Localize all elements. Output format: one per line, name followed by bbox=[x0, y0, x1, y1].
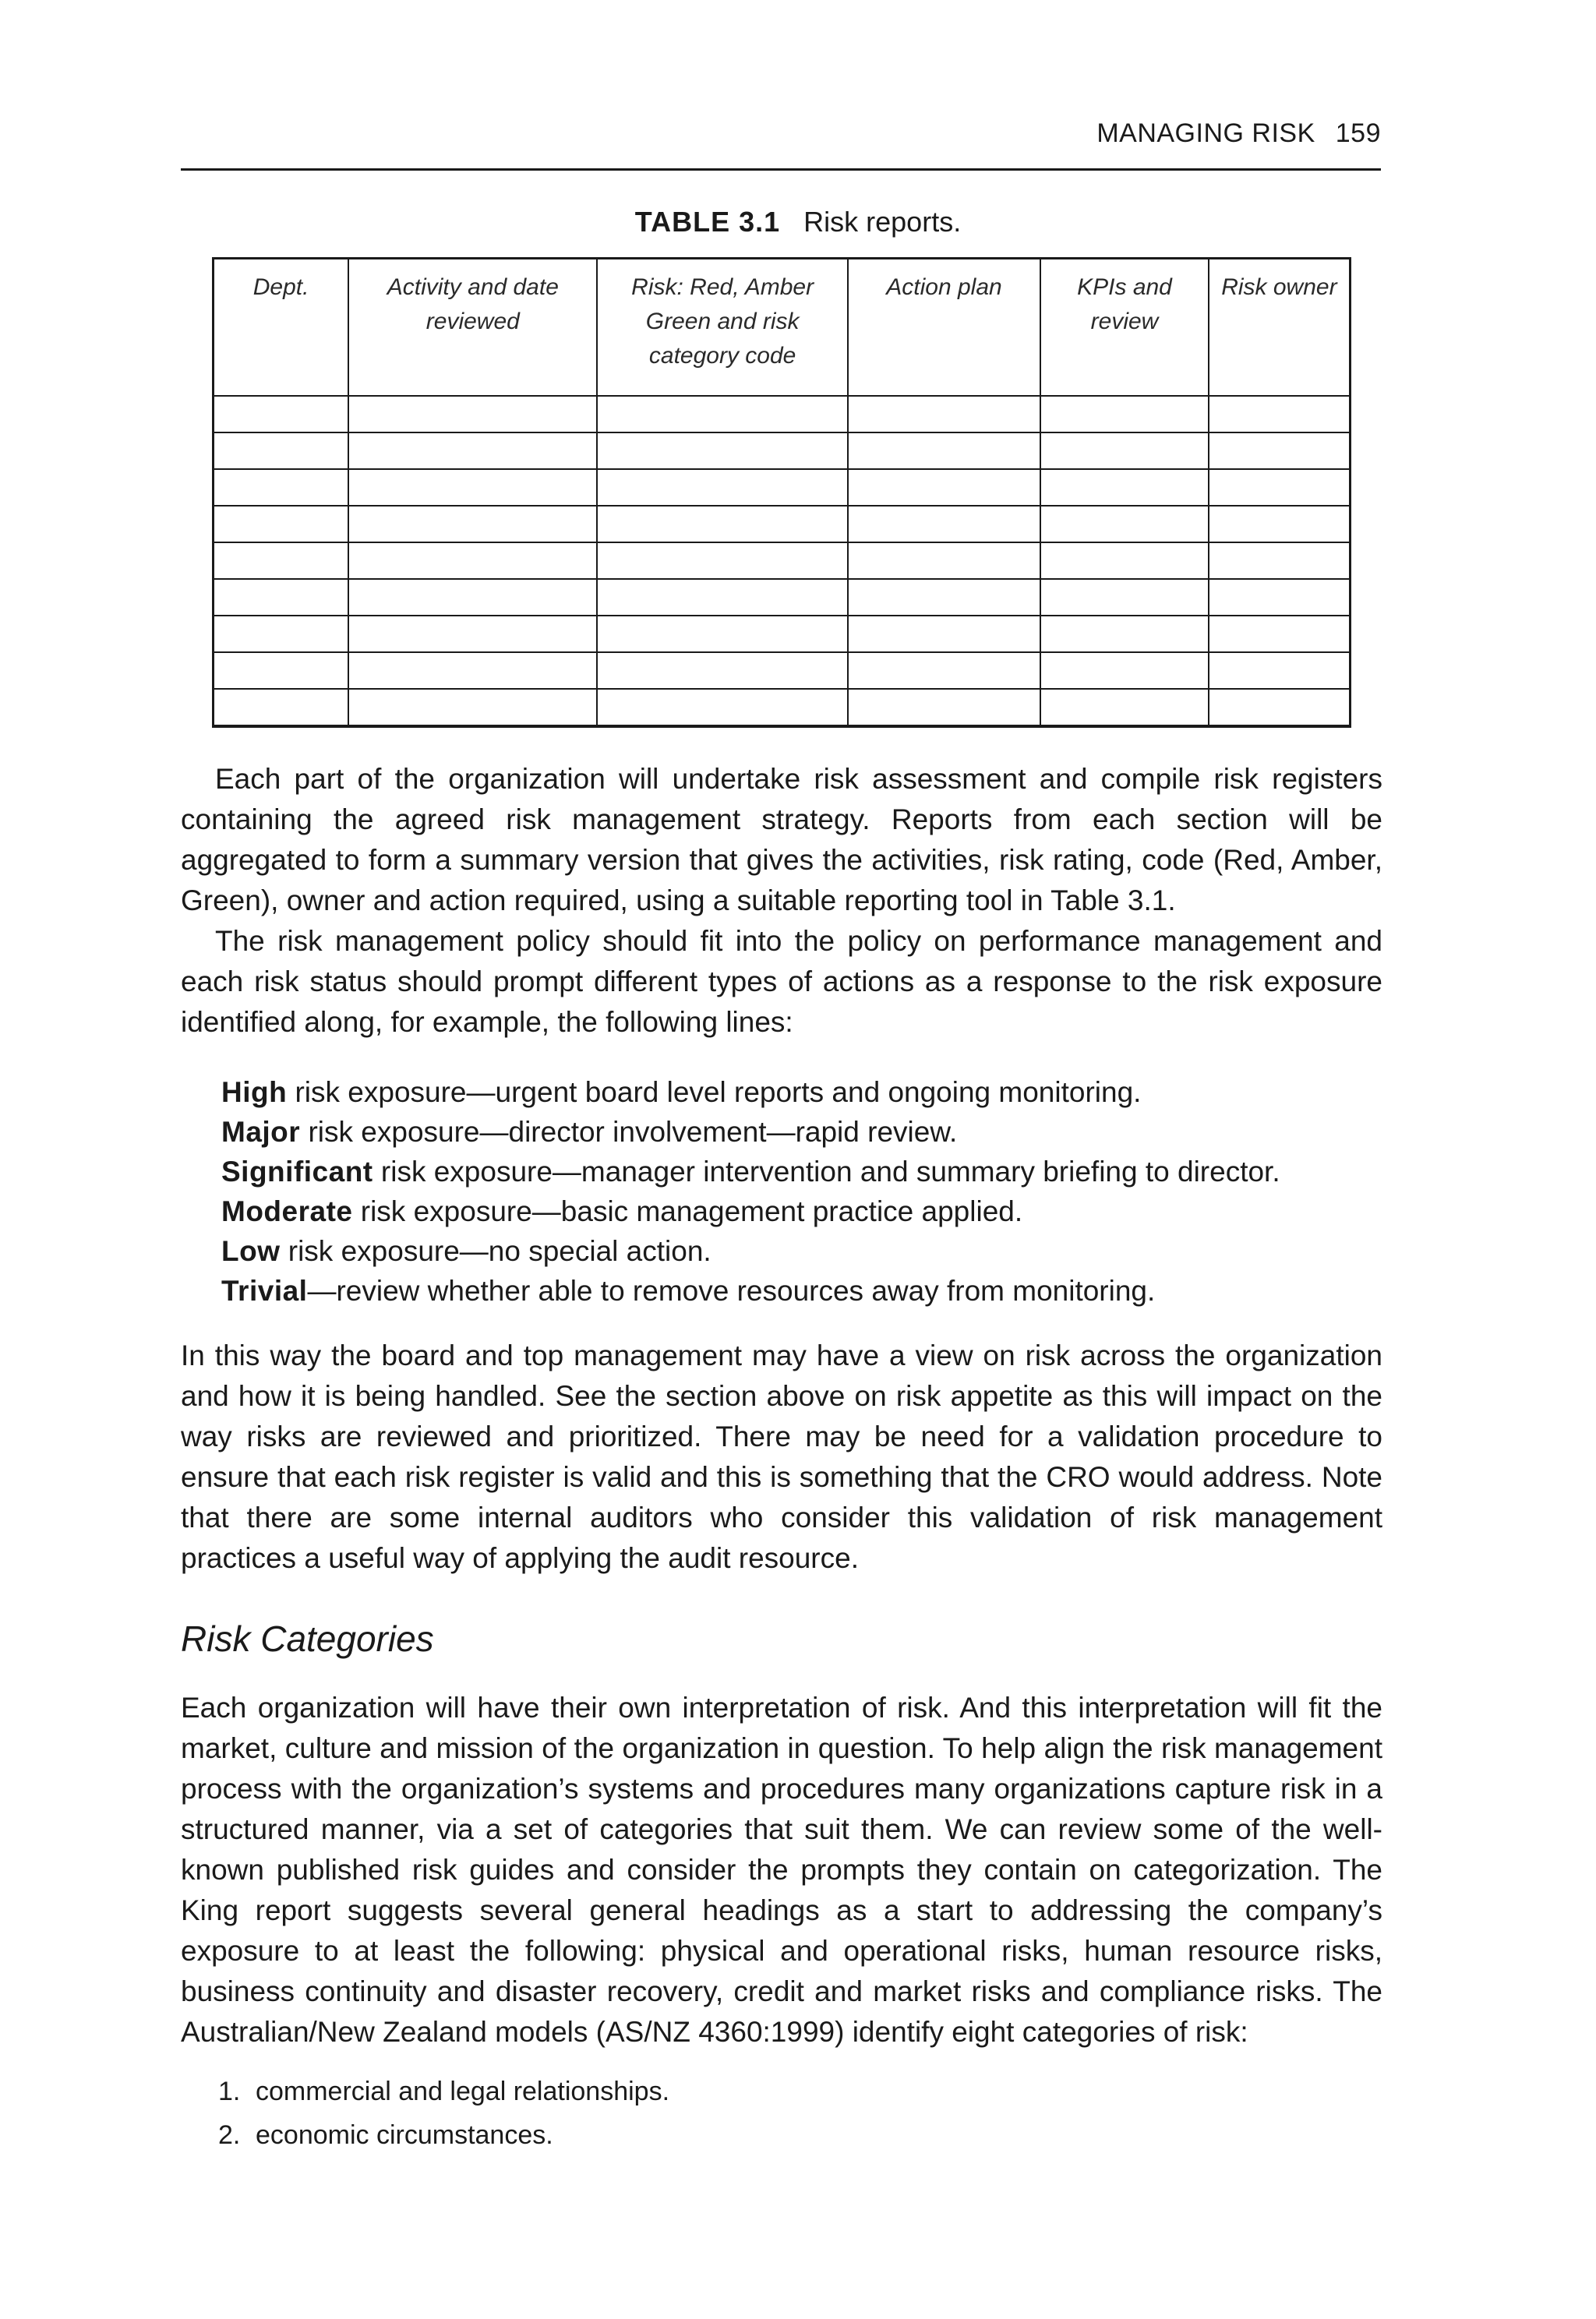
paragraph-risk-categories: Each organization will have their own interpretation of risk. And this interpretation will fit the market, culture and mission of the organization in question. To help align the risk management process with the organization’s systems and procedures many organizations capture risk in a structured manner, via a set of categories that suit them. We can review some of the well-known published risk guides and consider the prompts they contain on categorization. The King report suggests several general headings as a start to addressing the company’s exposure to at least the following: physical and operational risks, human resource risks, business continuity and disaster recovery, credit and market risks and compliance risks. The Australian/New Zealand models (AS/NZ 4360:1999) identify eight categories of risk: bbox=[181, 1692, 1382, 2048]
column-header-dept: Dept. bbox=[214, 259, 349, 397]
table-caption bbox=[0, 206, 1596, 238]
running-title: MANAGING RISK bbox=[1096, 118, 1315, 148]
table-header-row bbox=[214, 259, 1351, 397]
running-head bbox=[1096, 118, 1381, 149]
table-row bbox=[214, 616, 1351, 652]
table-row bbox=[214, 579, 1351, 616]
page-number: 159 bbox=[1335, 118, 1381, 148]
risk-categories-paragraph bbox=[181, 1688, 1382, 2053]
table-row bbox=[214, 542, 1351, 579]
column-header-action-plan: Action plan bbox=[848, 259, 1040, 397]
table-row bbox=[214, 652, 1351, 689]
table-row bbox=[214, 689, 1351, 726]
paragraph-board-view: In this way the board and top management may have a view on risk across the organization and how it is being handled. See the section above on risk appetite as this will impact on the way risks are reviewed and prioritized. There may be need for a validation procedure to ensure that each risk register is valid and this is something that the CRO would address. Note that there are some internal auditors who consider this validation of risk management practices a useful way of applying the audit resource. bbox=[181, 1340, 1382, 1574]
exposure-line-moderate: Moderate risk exposure—basic management practice applied. bbox=[221, 1195, 1023, 1227]
table-caption-label: TABLE 3.1 bbox=[634, 206, 781, 238]
table-row bbox=[214, 506, 1351, 542]
intro-paragraphs bbox=[181, 759, 1382, 1043]
category-list bbox=[218, 2070, 669, 2157]
list-item: 2. economic circumstances. bbox=[218, 2120, 553, 2150]
exposure-line-high: High risk exposure—urgent board level reports and ongoing monitoring. bbox=[221, 1076, 1142, 1108]
column-header-kpis: KPIs and review bbox=[1040, 259, 1209, 397]
exposure-line-significant: Significant risk exposure—manager intervention and summary briefing to director. bbox=[221, 1156, 1280, 1188]
exposure-line-major: Major risk exposure—director involvement—rapid review. bbox=[221, 1116, 958, 1148]
exposure-line-trivial: Trivial—review whether able to remove resources away from monitoring. bbox=[221, 1275, 1156, 1307]
exposure-lines bbox=[221, 1072, 1375, 1311]
table-caption-title: Risk reports. bbox=[803, 206, 962, 238]
table-row bbox=[214, 469, 1351, 506]
list-item: 1. commercial and legal relationships. bbox=[218, 2077, 670, 2106]
risk-report-table bbox=[212, 257, 1351, 728]
table-row bbox=[214, 432, 1351, 469]
exposure-line-low: Low risk exposure—no special action. bbox=[221, 1235, 711, 1267]
paragraph-risk-policy: The risk management policy should fit into the policy on performance management and each risk status should prompt different types of actions as a response to the risk exposure identified along, for example, the following lines: bbox=[181, 925, 1382, 1038]
column-header-risk-rag: Risk: Red, Amber Green and risk category code bbox=[597, 259, 847, 397]
section-heading: Risk Categories bbox=[181, 1618, 434, 1659]
page-header bbox=[181, 117, 1381, 171]
table-row bbox=[214, 396, 1351, 432]
column-header-activity: Activity and date reviewed bbox=[348, 259, 597, 397]
board-view-paragraph bbox=[181, 1336, 1382, 1579]
paragraph-risk-registers: Each part of the organization will undertake risk assessment and compile risk registers containing the agreed risk management strategy. Reports from each section will be aggregated to form a summary version that gives the activities, risk rating, code (Red, Amber, Green), owner and action required, using a suitable reporting tool in Table 3.1. bbox=[181, 763, 1382, 916]
column-header-risk-owner: Risk owner bbox=[1209, 259, 1351, 397]
